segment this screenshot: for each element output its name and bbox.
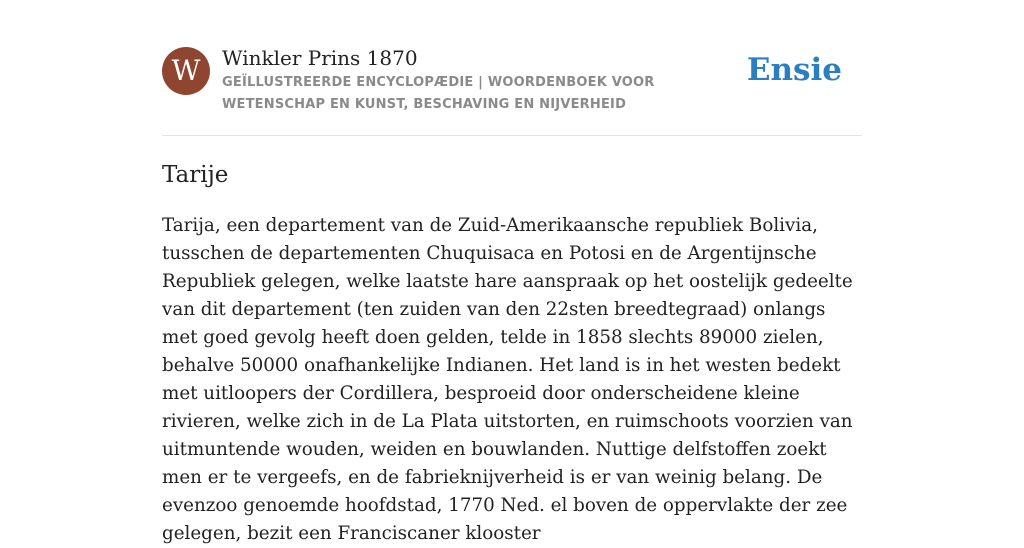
source-title[interactable]: Winkler Prins 1870 (222, 46, 418, 70)
article-body: Tarija, een departement van de Zuid-Amerikaansche republiek Bolivia, tusschen de departementen Chuquisaca en Potosi en de Argentijnsche Republiek gelegen, welke laatste hare aanspraak op het oostelijk gedeelte van dit departement (ten zuiden van den 22sten breedtegraad) onlangs met goed gevolg heeft doen gelden, telde in 1858 slechts 89000 zielen, behalve 50000 onafhankelijke Indianen. Het land is in het westen bedekt met uitloopers der Cordillera, besproeid door onderscheidene kleine rivieren, welke zich in de La Plata uitstorten, en ruimschoots voorzien van uitmuntende wouden, weiden en bouwlanden. Nuttige delfstoffen zoekt men er te vergeefs, en de fabrieknijverheid is er van weinig belang. De evenzoo genoemde hoofdstad, 1770 Ned. el boven de oppervlakte der zee gelegen, bezit een Franciscaner klooster (162, 215, 853, 544)
source-avatar[interactable]: W (162, 47, 210, 95)
ensie-logo[interactable]: Ensie (746, 52, 842, 88)
header-divider (162, 135, 862, 136)
source-subtitle: GEÏLLUSTREERDE ENCYCLOPÆDIE | WOORDENBOEK VOOR WETENSCHAP EN KUNST, BESCHAVING EN NIJVERHEID (222, 75, 655, 112)
article-title: Tarije (162, 162, 229, 188)
